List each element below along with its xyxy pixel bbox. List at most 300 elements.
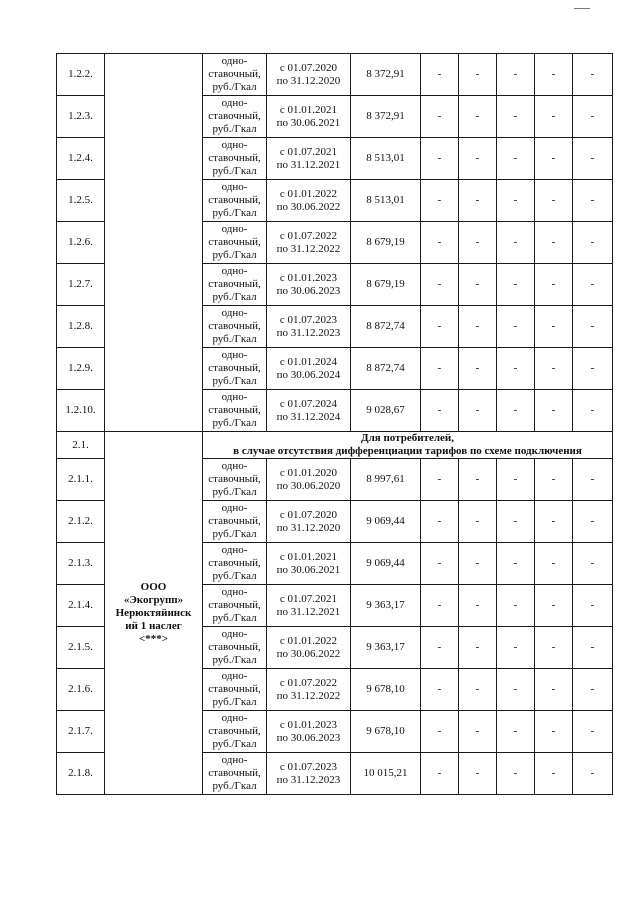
empty-value-cell-text: -: [437, 725, 442, 737]
empty-value-cell: [535, 264, 573, 306]
empty-value-cell: [535, 669, 573, 711]
empty-value-cell: [497, 222, 535, 264]
unit-cell-line: руб./Гкал: [212, 207, 257, 219]
row-number-cell: [57, 96, 105, 138]
empty-value-cell: [535, 753, 573, 795]
empty-value-cell-text: -: [513, 473, 518, 485]
table-row: [57, 54, 613, 96]
row-number-cell: [57, 390, 105, 432]
empty-value-cell-text: -: [513, 236, 518, 248]
empty-value-cell-text: -: [551, 725, 556, 737]
row-number-cell: [57, 180, 105, 222]
row-number-cell: [57, 501, 105, 543]
period-to: по 31.12.2020: [276, 74, 341, 87]
period-to: по 30.06.2021: [276, 116, 341, 129]
unit-cell-line: ставочный,: [208, 320, 261, 332]
unit-cell: [203, 585, 267, 627]
tariff-table: [56, 53, 613, 795]
tariff-value-cell: [351, 627, 421, 669]
tariff-value-cell: [351, 669, 421, 711]
unit-cell-line: руб./Гкал: [212, 738, 257, 750]
empty-value-cell: [459, 543, 497, 585]
unit-cell-line: одно-: [221, 586, 248, 598]
unit-cell: [203, 96, 267, 138]
period-from: с 01.01.2023: [279, 718, 338, 731]
row-number-cell-text: 2.1.5.: [68, 641, 93, 653]
empty-value-cell: [497, 348, 535, 390]
empty-value-cell: [421, 459, 459, 501]
period-from: с 01.07.2022: [279, 229, 338, 242]
empty-value-cell-text: -: [475, 473, 480, 485]
empty-value-cell-text: -: [475, 515, 480, 527]
period-from: с 01.07.2020: [279, 508, 338, 521]
unit-cell-line: руб./Гкал: [212, 123, 257, 135]
empty-value-cell: [459, 138, 497, 180]
tariff-value-cell-text: 8 997,61: [366, 473, 405, 485]
unit-cell-line: руб./Гкал: [212, 780, 257, 792]
period-to: по 30.06.2021: [276, 563, 341, 576]
row-number-cell: [57, 753, 105, 795]
period-to: по 31.12.2020: [276, 521, 341, 534]
row-number-cell-text: 2.1.1.: [68, 473, 93, 485]
empty-value-cell-text: -: [551, 404, 556, 416]
empty-value-cell-text: -: [590, 641, 595, 653]
unit-cell: [203, 753, 267, 795]
empty-value-cell-text: -: [513, 320, 518, 332]
empty-value-cell: [573, 501, 613, 543]
empty-value-cell-text: -: [475, 404, 480, 416]
section-header-row: [57, 432, 613, 459]
unit-cell-line: ставочный,: [208, 767, 261, 779]
empty-value-cell: [535, 390, 573, 432]
empty-value-cell-text: -: [437, 404, 442, 416]
tariff-value-cell: [351, 54, 421, 96]
empty-value-cell-text: -: [513, 557, 518, 569]
row-number-cell-text: 2.1.8.: [68, 767, 93, 779]
empty-value-cell-text: -: [475, 683, 480, 695]
organization-cell-line: «Экогрупп»: [123, 593, 184, 606]
row-number-cell: [57, 264, 105, 306]
empty-value-cell-text: -: [551, 473, 556, 485]
empty-value-cell: [497, 669, 535, 711]
empty-value-cell: [421, 138, 459, 180]
period-to: по 30.06.2022: [276, 647, 341, 660]
tariff-value-cell-text: 9 069,44: [366, 557, 405, 569]
tariff-value-cell: [351, 264, 421, 306]
row-number-cell: [57, 222, 105, 264]
empty-value-cell-text: -: [590, 599, 595, 611]
empty-value-cell-text: -: [551, 152, 556, 164]
empty-value-cell: [459, 180, 497, 222]
empty-value-cell-text: -: [437, 110, 442, 122]
tariff-value-cell: [351, 348, 421, 390]
unit-cell-line: ставочный,: [208, 683, 261, 695]
row-number-cell-text: 2.1.4.: [68, 599, 93, 611]
empty-value-cell-text: -: [437, 767, 442, 779]
empty-value-cell-text: -: [551, 767, 556, 779]
period-to: по 30.06.2023: [276, 731, 341, 744]
unit-cell-line: одно-: [221, 754, 248, 766]
unit-cell-line: руб./Гкал: [212, 291, 257, 303]
empty-value-cell-text: -: [513, 725, 518, 737]
tariff-value-cell: [351, 753, 421, 795]
organization-cell-line: ий 1 наслег: [125, 619, 182, 632]
empty-value-cell-text: -: [590, 473, 595, 485]
unit-cell-line: одно-: [221, 307, 248, 319]
section-caption-cell-line: в случае отсутствия дифференциации тарифов по схеме подключения: [233, 445, 582, 457]
row-number-cell: [57, 138, 105, 180]
empty-value-cell: [573, 627, 613, 669]
empty-value-cell: [421, 264, 459, 306]
period-cell: [267, 711, 351, 753]
empty-value-cell: [535, 306, 573, 348]
empty-value-cell: [459, 753, 497, 795]
empty-value-cell: [573, 753, 613, 795]
unit-cell-line: одно-: [221, 55, 248, 67]
period-from: с 01.07.2021: [279, 145, 338, 158]
period-cell: [267, 390, 351, 432]
tariff-value-cell: [351, 459, 421, 501]
tariff-value-cell-text: 9 678,10: [366, 683, 405, 695]
empty-value-cell-text: -: [590, 236, 595, 248]
row-number-cell-text: 2.1.3.: [68, 557, 93, 569]
row-number-cell: [57, 348, 105, 390]
empty-value-cell-text: -: [590, 194, 595, 206]
unit-cell-line: одно-: [221, 502, 248, 514]
unit-cell: [203, 264, 267, 306]
empty-value-cell: [573, 711, 613, 753]
period-to: по 31.12.2023: [276, 326, 341, 339]
unit-cell-line: одно-: [221, 97, 248, 109]
empty-value-cell: [535, 180, 573, 222]
row-number-cell-text: 1.2.7.: [68, 278, 93, 290]
empty-value-cell: [421, 627, 459, 669]
unit-cell-line: одно-: [221, 391, 248, 403]
period-cell: [267, 669, 351, 711]
unit-cell-line: одно-: [221, 712, 248, 724]
empty-value-cell: [535, 585, 573, 627]
period-from: с 01.01.2020: [279, 466, 338, 479]
empty-value-cell-text: -: [590, 110, 595, 122]
unit-cell-line: ставочный,: [208, 68, 261, 80]
empty-value-cell: [459, 669, 497, 711]
unit-cell-line: одно-: [221, 223, 248, 235]
row-number-cell: [57, 306, 105, 348]
tariff-value-cell: [351, 711, 421, 753]
empty-value-cell-text: -: [590, 683, 595, 695]
row-number-cell-text: 2.1.6.: [68, 683, 93, 695]
empty-value-cell-text: -: [437, 320, 442, 332]
empty-value-cell-text: -: [437, 362, 442, 374]
unit-cell: [203, 306, 267, 348]
empty-value-cell: [421, 753, 459, 795]
empty-value-cell-text: -: [590, 404, 595, 416]
tariff-value-cell: [351, 543, 421, 585]
period-cell: [267, 348, 351, 390]
tariff-value-cell-text: 8 679,19: [366, 236, 405, 248]
empty-value-cell-text: -: [475, 68, 480, 80]
period-to: по 30.06.2022: [276, 200, 341, 213]
empty-value-cell: [535, 348, 573, 390]
empty-value-cell-text: -: [475, 725, 480, 737]
tariff-value-cell: [351, 138, 421, 180]
row-number-cell-text: 1.2.4.: [68, 152, 93, 164]
unit-cell-line: руб./Гкал: [212, 375, 257, 387]
row-number-cell-text: 1.2.6.: [68, 236, 93, 248]
period-cell: [267, 222, 351, 264]
unit-cell-line: ставочный,: [208, 194, 261, 206]
tariff-value-cell-text: 8 872,74: [366, 320, 405, 332]
unit-cell-line: ставочный,: [208, 362, 261, 374]
empty-value-cell: [421, 180, 459, 222]
empty-value-cell-text: -: [513, 278, 518, 290]
unit-cell-line: ставочный,: [208, 404, 261, 416]
empty-value-cell: [421, 669, 459, 711]
empty-value-cell: [573, 222, 613, 264]
empty-value-cell: [535, 501, 573, 543]
unit-cell-line: ставочный,: [208, 473, 261, 485]
period-cell: [267, 138, 351, 180]
row-number-cell-text: 2.1.7.: [68, 725, 93, 737]
empty-value-cell-text: -: [590, 515, 595, 527]
empty-value-cell: [573, 96, 613, 138]
empty-value-cell: [421, 348, 459, 390]
unit-cell-line: одно-: [221, 460, 248, 472]
empty-value-cell-text: -: [437, 599, 442, 611]
empty-value-cell: [497, 138, 535, 180]
tariff-value-cell-text: 9 069,44: [366, 515, 405, 527]
unit-cell-line: ставочный,: [208, 278, 261, 290]
empty-value-cell-text: -: [475, 236, 480, 248]
period-to: по 31.12.2023: [276, 773, 341, 786]
empty-value-cell: [459, 96, 497, 138]
empty-value-cell: [497, 585, 535, 627]
empty-value-cell: [497, 711, 535, 753]
empty-value-cell: [459, 627, 497, 669]
unit-cell-line: одно-: [221, 628, 248, 640]
period-from: с 01.07.2020: [279, 61, 338, 74]
empty-value-cell: [535, 627, 573, 669]
period-from: с 01.07.2023: [279, 313, 338, 326]
unit-cell: [203, 180, 267, 222]
period-cell: [267, 585, 351, 627]
empty-value-cell: [573, 459, 613, 501]
unit-cell-line: руб./Гкал: [212, 333, 257, 345]
empty-value-cell-text: -: [551, 641, 556, 653]
unit-cell-line: ставочный,: [208, 557, 261, 569]
unit-cell-line: одно-: [221, 265, 248, 277]
empty-value-cell: [421, 54, 459, 96]
period-from: с 01.01.2024: [279, 355, 338, 368]
empty-value-cell: [535, 96, 573, 138]
empty-value-cell-text: -: [437, 473, 442, 485]
period-cell: [267, 180, 351, 222]
row-number-cell: [57, 432, 105, 459]
empty-value-cell: [497, 54, 535, 96]
empty-value-cell-text: -: [590, 68, 595, 80]
empty-value-cell: [497, 390, 535, 432]
empty-value-cell-text: -: [513, 683, 518, 695]
empty-value-cell-text: -: [551, 68, 556, 80]
empty-value-cell-text: -: [590, 767, 595, 779]
period-to: по 31.12.2022: [276, 689, 341, 702]
row-number-cell-text: 1.2.2.: [68, 68, 93, 80]
empty-value-cell-text: -: [551, 236, 556, 248]
empty-value-cell: [421, 222, 459, 264]
tariff-value-cell-text: 8 679,19: [366, 278, 405, 290]
row-number-cell-text: 2.1.: [72, 438, 89, 451]
empty-value-cell: [459, 390, 497, 432]
unit-cell-line: руб./Гкал: [212, 249, 257, 261]
period-from: с 01.01.2022: [279, 634, 338, 647]
tariff-value-cell: [351, 390, 421, 432]
empty-value-cell: [497, 264, 535, 306]
empty-value-cell: [497, 753, 535, 795]
unit-cell: [203, 348, 267, 390]
unit-cell-line: ставочный,: [208, 110, 261, 122]
empty-value-cell: [497, 306, 535, 348]
period-cell: [267, 459, 351, 501]
empty-value-cell: [421, 711, 459, 753]
row-number-cell: [57, 459, 105, 501]
empty-value-cell: [459, 348, 497, 390]
organization-cell-section1: [105, 54, 203, 432]
period-to: по 31.12.2021: [276, 605, 341, 618]
empty-value-cell: [573, 180, 613, 222]
empty-value-cell: [573, 138, 613, 180]
empty-value-cell: [573, 585, 613, 627]
period-to: по 30.06.2024: [276, 368, 341, 381]
tariff-value-cell: [351, 180, 421, 222]
period-from: с 01.01.2021: [279, 550, 338, 563]
period-to: по 31.12.2024: [276, 410, 341, 423]
empty-value-cell-text: -: [437, 236, 442, 248]
unit-cell-line: руб./Гкал: [212, 612, 257, 624]
organization-cell-line: ООО: [140, 580, 167, 593]
empty-value-cell: [573, 669, 613, 711]
tariff-value-cell-text: 9 678,10: [366, 725, 405, 737]
unit-cell-line: ставочный,: [208, 515, 261, 527]
empty-value-cell: [535, 222, 573, 264]
empty-value-cell-text: -: [513, 599, 518, 611]
empty-value-cell-text: -: [475, 362, 480, 374]
empty-value-cell: [459, 459, 497, 501]
tariff-value-cell-text: 8 372,91: [366, 68, 405, 80]
period-cell: [267, 54, 351, 96]
empty-value-cell-text: -: [437, 641, 442, 653]
tariff-value-cell: [351, 501, 421, 543]
empty-value-cell: [421, 543, 459, 585]
empty-value-cell-text: -: [513, 641, 518, 653]
period-to: по 30.06.2020: [276, 479, 341, 492]
empty-value-cell: [573, 390, 613, 432]
tariff-value-cell: [351, 222, 421, 264]
empty-value-cell-text: -: [437, 515, 442, 527]
empty-value-cell-text: -: [437, 152, 442, 164]
empty-value-cell: [535, 543, 573, 585]
row-number-cell-text: 1.2.5.: [68, 194, 93, 206]
empty-value-cell: [459, 222, 497, 264]
empty-value-cell-text: -: [513, 767, 518, 779]
empty-value-cell: [421, 306, 459, 348]
unit-cell-line: одно-: [221, 349, 248, 361]
empty-value-cell-text: -: [437, 278, 442, 290]
unit-cell-line: руб./Гкал: [212, 696, 257, 708]
unit-cell-line: ставочный,: [208, 152, 261, 164]
empty-value-cell-text: -: [437, 194, 442, 206]
period-from: с 01.07.2024: [279, 397, 338, 410]
row-number-cell: [57, 543, 105, 585]
unit-cell: [203, 54, 267, 96]
empty-value-cell: [535, 138, 573, 180]
empty-value-cell-text: -: [475, 194, 480, 206]
tariff-value-cell: [351, 306, 421, 348]
unit-cell: [203, 711, 267, 753]
empty-value-cell-text: -: [590, 278, 595, 290]
row-number-cell: [57, 711, 105, 753]
unit-cell-line: одно-: [221, 139, 248, 151]
empty-value-cell-text: -: [475, 641, 480, 653]
empty-value-cell-text: -: [475, 152, 480, 164]
empty-value-cell-text: -: [513, 110, 518, 122]
empty-value-cell: [459, 306, 497, 348]
period-from: с 01.01.2021: [279, 103, 338, 116]
empty-value-cell: [573, 306, 613, 348]
empty-value-cell-text: -: [590, 152, 595, 164]
empty-value-cell-text: -: [590, 725, 595, 737]
empty-value-cell-text: -: [551, 515, 556, 527]
unit-cell: [203, 501, 267, 543]
period-to: по 30.06.2023: [276, 284, 341, 297]
section-caption-cell-line: Для потребителей,: [361, 432, 454, 444]
empty-value-cell-text: -: [513, 194, 518, 206]
empty-value-cell-text: -: [551, 194, 556, 206]
tariff-value-cell-text: 9 028,67: [366, 404, 405, 416]
empty-value-cell-text: -: [475, 110, 480, 122]
period-from: с 01.01.2023: [279, 271, 338, 284]
row-number-cell: [57, 585, 105, 627]
tariff-value-cell-text: 8 372,91: [366, 110, 405, 122]
empty-value-cell-text: -: [551, 362, 556, 374]
unit-cell-line: одно-: [221, 181, 248, 193]
empty-value-cell-text: -: [513, 515, 518, 527]
period-from: с 01.01.2022: [279, 187, 338, 200]
section-caption-cell: [203, 432, 613, 459]
tariff-value-cell-text: 10 015,21: [363, 767, 408, 779]
unit-cell-line: руб./Гкал: [212, 417, 257, 429]
empty-value-cell: [573, 54, 613, 96]
unit-cell-line: одно-: [221, 670, 248, 682]
period-to: по 31.12.2021: [276, 158, 341, 171]
empty-value-cell: [421, 501, 459, 543]
empty-value-cell-text: -: [551, 599, 556, 611]
empty-value-cell: [497, 459, 535, 501]
row-number-cell: [57, 627, 105, 669]
unit-cell-line: ставочный,: [208, 236, 261, 248]
empty-value-cell: [535, 54, 573, 96]
unit-cell-line: руб./Гкал: [212, 654, 257, 666]
empty-value-cell-text: -: [437, 557, 442, 569]
row-number-cell-text: 1.2.3.: [68, 110, 93, 122]
unit-cell: [203, 669, 267, 711]
organization-cell: [105, 432, 203, 795]
tariff-value-cell-text: 8 872,74: [366, 362, 405, 374]
unit-cell-line: одно-: [221, 544, 248, 556]
empty-value-cell-text: -: [513, 152, 518, 164]
period-cell: [267, 96, 351, 138]
row-number-cell-text: 1.2.10.: [65, 404, 96, 416]
unit-cell-line: ставочный,: [208, 599, 261, 611]
